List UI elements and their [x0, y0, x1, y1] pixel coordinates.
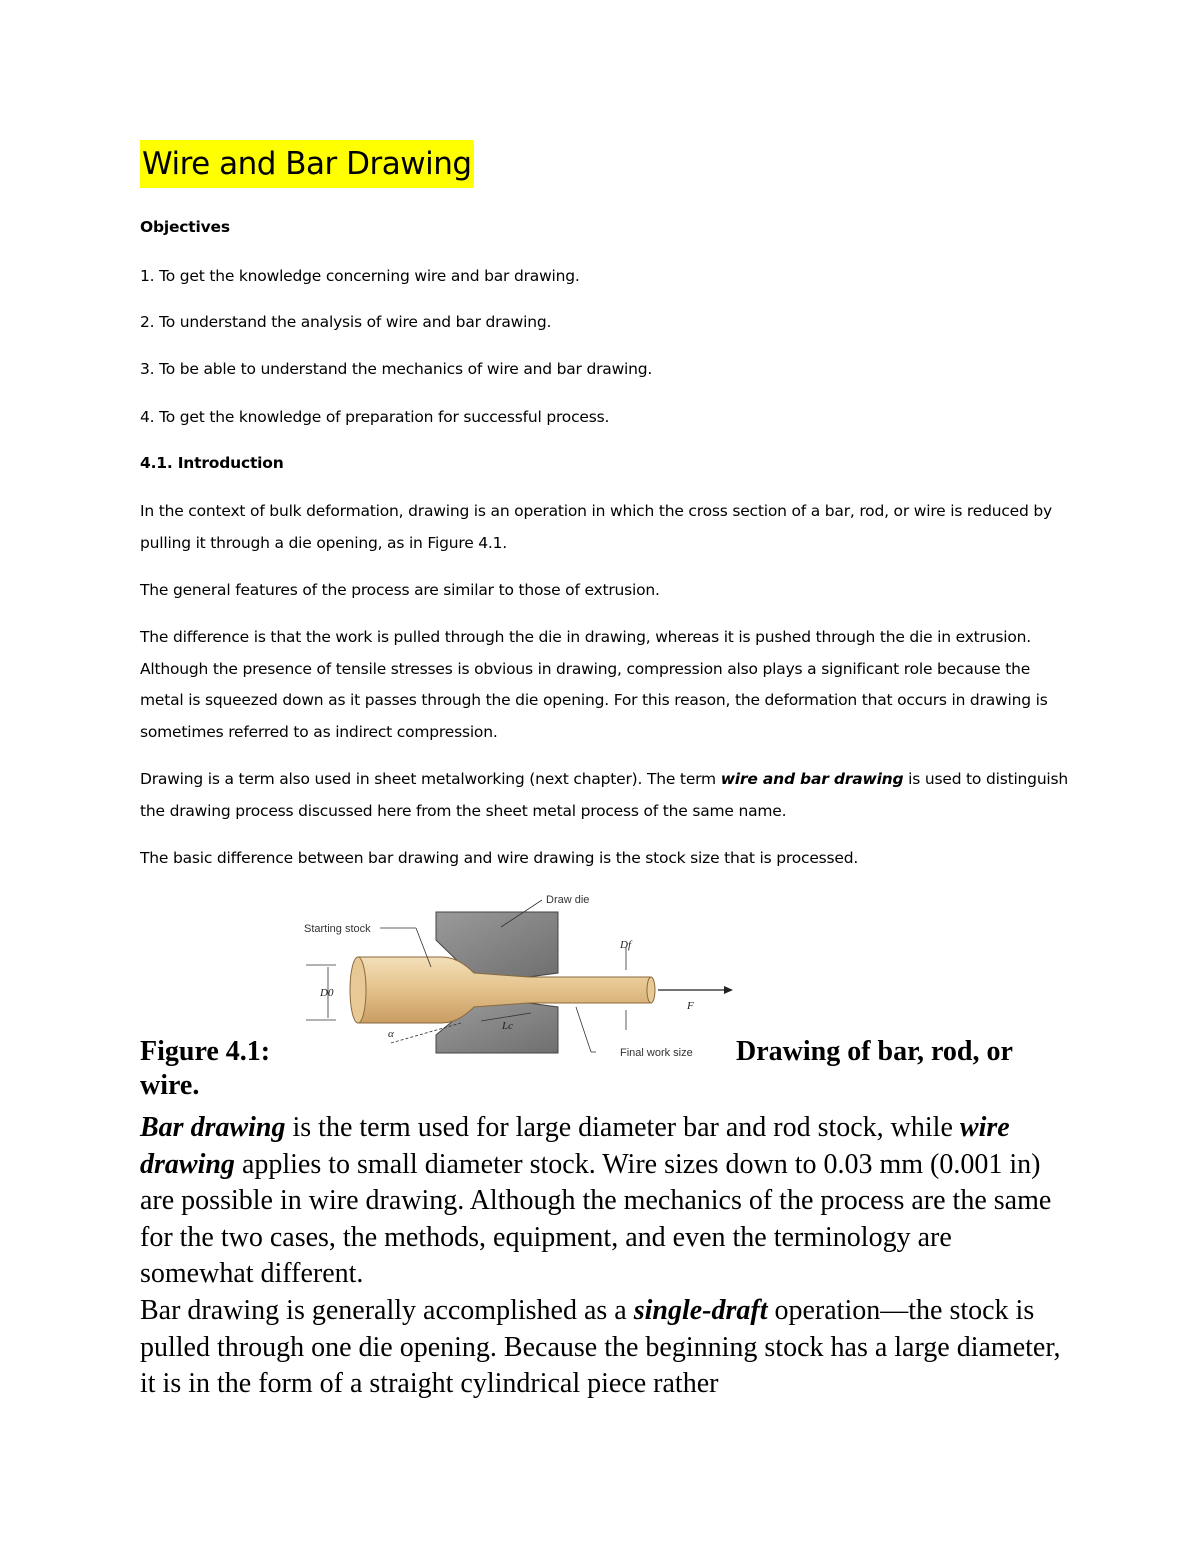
objective-item-3: 3. To be able to understand the mechanics of wire and bar drawing.	[140, 360, 653, 378]
intro-paragraph-2: The general features of the process are similar to those of extrusion.	[140, 581, 660, 599]
figure-caption-label: Figure 4.1:	[140, 1036, 271, 1067]
emphasis-bar-drawing: Bar drawing	[140, 1112, 286, 1143]
page-title: Wire and Bar Drawing	[140, 140, 474, 188]
intro-paragraph-3: The difference is that the work is pulled through the die in drawing, whereas it is pushed through the die in extrusion. Although the presence of tensile stresses is obvious in drawing, compression also plays a significant role because the metal is squeezed down as it passes through the die opening. For this reason, the deformation that occurs in drawing is sometimes referred to as indirect compression.	[140, 628, 1048, 741]
figure-drawing-diagram	[296, 885, 741, 1060]
objective-item-2: 2. To understand the analysis of wire and bar drawing.	[140, 313, 552, 331]
die-angle-symbol: α	[388, 1028, 394, 1040]
body-paragraph-1-text-a: is the term used for large diameter bar and rod stock, while	[285, 1112, 960, 1143]
contact-length-symbol: Lc	[502, 1020, 513, 1032]
label-starting-stock: Starting stock	[304, 923, 371, 935]
emphasis-wire-and-bar-drawing: wire and bar drawing	[720, 770, 904, 788]
intro-paragraph-4	[140, 764, 1070, 827]
objective-item-4: 4. To get the knowledge of preparation for successful process.	[140, 408, 610, 426]
initial-diameter-symbol: D0	[320, 987, 334, 999]
stock-right-end	[647, 977, 655, 1003]
intro-paragraph-1: In the context of bulk deformation, drawing is an operation in which the cross section of a bar, rod, or wire is reduced by pulling it through a die opening, as in Figure 4.1.	[140, 502, 1052, 552]
stock-left-end	[350, 957, 366, 1023]
figure-caption-text: Drawing of bar, rod, or	[736, 1036, 1013, 1067]
body-paragraph-2-text-a: Bar drawing is generally accomplished as a	[140, 1295, 634, 1326]
intro-paragraph-4-text-b: is used to distinguish the drawing process discussed here from the sheet metal process of the same name.	[140, 770, 1069, 820]
body-paragraph-2-text-b: operation—the stock is pulled through one die opening. Because the beginning stock has a large diameter, it is in the form of a straight cylindrical piece rather	[140, 1295, 1061, 1399]
final-diameter-symbol: Df	[620, 939, 631, 951]
objective-item-1: 1. To get the knowledge concerning wire and bar drawing.	[140, 267, 580, 285]
pull-force-arrow	[724, 986, 733, 994]
objectives-heading: Objectives	[140, 218, 230, 236]
force-symbol: F	[687, 1000, 694, 1012]
body-paragraph-2	[140, 1293, 1070, 1403]
label-final-work-size: Final work size	[620, 1047, 693, 1059]
section-heading-introduction: 4.1. Introduction	[140, 454, 284, 472]
emphasis-wire-drawing: wire drawing	[140, 1112, 1010, 1180]
intro-paragraph-4-text-a: Drawing is a term also used in sheet metalworking (next chapter). The term	[140, 770, 721, 788]
body-paragraph-1	[140, 1110, 1070, 1293]
label-draw-die: Draw die	[546, 894, 590, 906]
body-paragraph-1-text-b: applies to small diameter stock. Wire sizes down to 0.03 mm (0.001 in) are possible in wire drawing. Although the mechanics of the process are the same for the two cases, the methods, equipment, and even the terminology are somewhat different.	[140, 1148, 1052, 1289]
figure-caption-continuation: wire.	[140, 1070, 200, 1101]
intro-paragraph-5: The basic difference between bar drawing and wire drawing is the stock size that is processed.	[140, 849, 859, 867]
emphasis-single-draft: single-draft	[633, 1295, 768, 1326]
